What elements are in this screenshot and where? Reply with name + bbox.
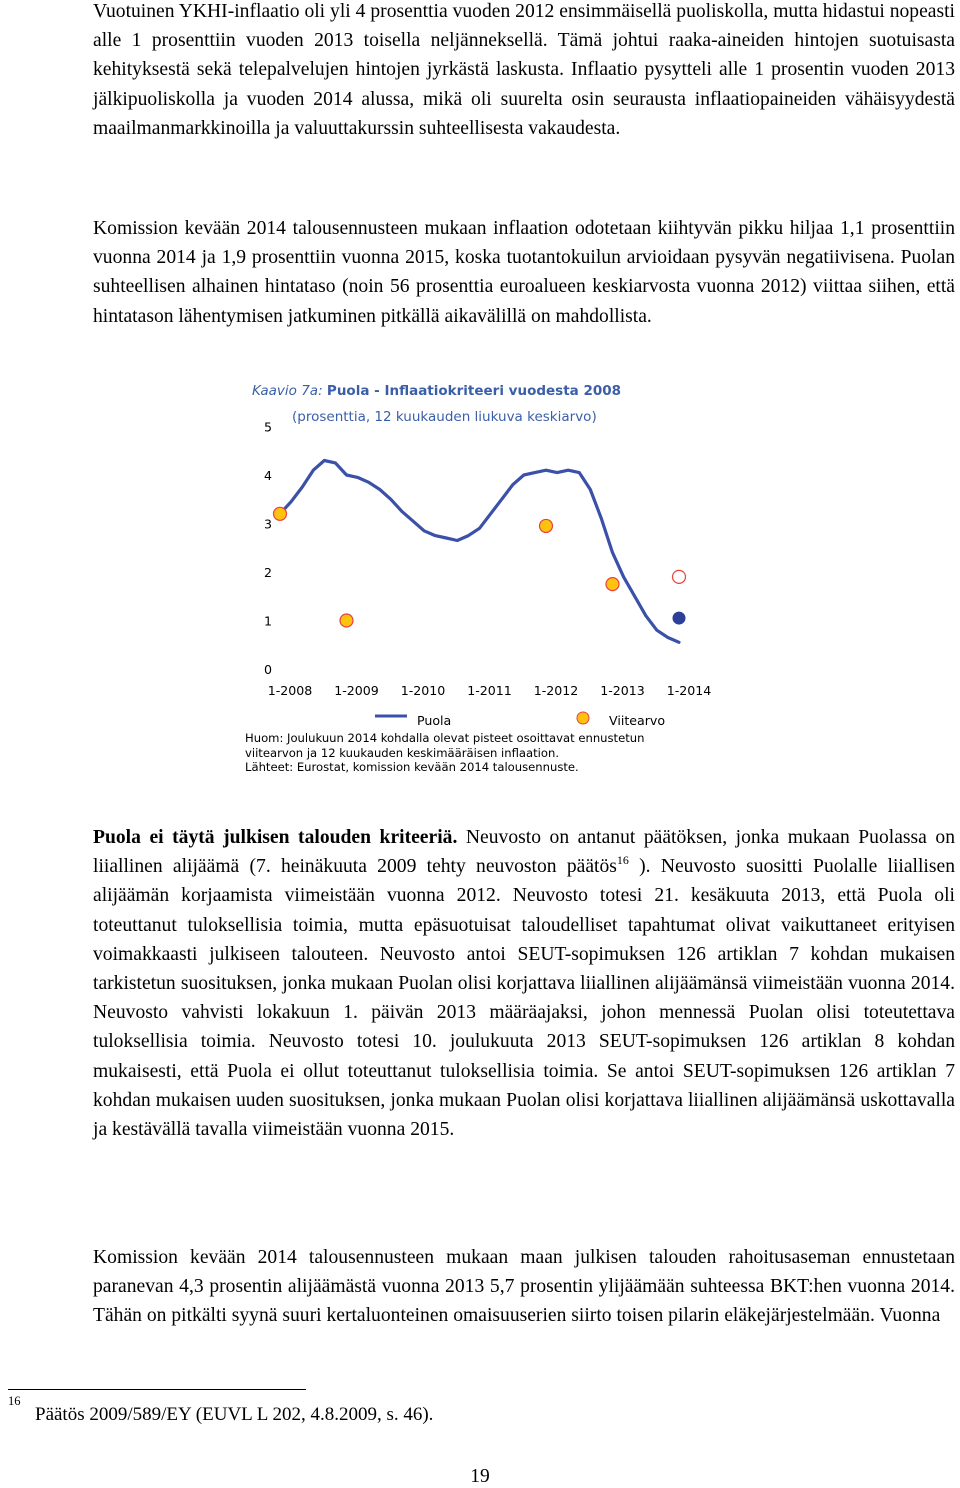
series-line-puola	[280, 461, 679, 643]
footnote-number: 16	[8, 1394, 21, 1408]
section-heading: Puola ei täytä julkisen talouden kriteeriä.	[93, 827, 458, 848]
chart-title-text: Puola - Inflaatiokriteeri vuodesta 2008	[326, 383, 622, 399]
x-tick-label: 1-2013	[600, 683, 645, 698]
legend-marker-viitearvo	[577, 712, 589, 724]
x-tick-label: 1-2009	[334, 683, 379, 698]
paragraph-budget-forecast: Komission kevään 2014 talousennusteen mukaan maan julkisen talouden rahoitusaseman ennustetaan paranevan 4,3 prosentin alijäämästä vuonna 2013 5,7 prosentin ylijäämään suhteessa BKT:hen vuonna 2014. Tähän on pitkälti syynä suuri kertaluonteinen omaisuuserien siirto toisen pilarin eläkejärjestelmään. Vuonna	[93, 1247, 955, 1327]
paragraph-inflation: Vuotuinen YKHI-inflaatio oli yli 4 prosenttia vuoden 2012 ensimmäisellä puoliskolla, mutta hidastui nopeasti alle 1 prosenttiin vuoden 2013 toisella neljänneksellä. Tämä johtui raaka-aineiden hintojen suotuisasta kehityksestä sekä telepalvelujen hintojen jyrkästä laskusta. Inflaatio pysytteli alle 1 prosentin vuoden 2013 jälkipuoliskolla ja vuoden 2014 alussa, mikä oli suurelta osin seurausta inflaatiopaineiden vähäisyydestä maailmanmarkkinoilla ja valuuttakurssin suhteellisesta vakaudesta.	[93, 1, 955, 139]
y-tick-label: 1	[263, 613, 272, 629]
reference-forecast-point	[673, 570, 686, 583]
inflation-chart	[242, 372, 742, 782]
reference-value-point	[606, 578, 619, 591]
chart-title-prefix: Kaavio 7a:	[252, 383, 327, 399]
footnote-ref[interactable]: 16	[616, 853, 629, 868]
y-tick-label: 3	[263, 516, 272, 532]
footnote-divider	[8, 1389, 306, 1390]
plot-area	[274, 461, 686, 643]
y-tick-label: 2	[263, 565, 272, 580]
y-tick-label: 4	[263, 468, 272, 483]
reference-value-point	[340, 614, 353, 627]
x-tick-label: 1-2010	[400, 683, 446, 698]
reference-value-point	[540, 519, 553, 532]
legend-label-viitearvo: Viitearvo	[609, 713, 666, 728]
chart-subtitle: (prosenttia, 12 kuukauden liukuva keskiarvo)	[292, 409, 597, 425]
inflation-forecast-point	[673, 612, 686, 625]
legend	[375, 712, 665, 728]
y-axis	[264, 420, 272, 678]
x-axis	[268, 683, 712, 698]
paragraph-forecast: Komission kevään 2014 talousennusteen mukaan inflaation odotetaan kiihtyvän pikku hiljaa 1,1 prosenttiin vuonna 2014 ja 1,9 prosenttiin vuonna 2015, koska tuotantokuilun arvioidaan pysyvän negatiivisena. Puolan suhteellisen alhainen hintataso (noin 56 prosenttia euroalueen keskiarvosta vuonna 2012) viittaa siihen, että hintatason lähentymisen jatkuminen pitkällä aikavälillä on mahdollista.	[93, 218, 955, 327]
y-tick-label: 5	[263, 419, 272, 435]
legend-label-puola: Puola	[417, 713, 452, 728]
x-tick-label: 1-2014	[666, 683, 712, 698]
chart-title	[252, 383, 621, 399]
x-tick-label: 1-2008	[267, 683, 313, 698]
y-tick-label: 0	[263, 662, 272, 677]
footnote-text: Päätös 2009/589/EY (EUVL L 202, 4.8.2009, s. 46).	[35, 1404, 434, 1425]
chart-figure	[242, 372, 742, 782]
chart-note-line-1: Huom: Joulukuun 2014 kohdalla olevat pisteet osoittavat ennustetun	[245, 731, 645, 745]
chart-source: Lähteet: Eurostat, komission kevään 2014 talousennuste.	[245, 760, 579, 774]
page-number: 19	[470, 1466, 490, 1487]
chart-note-line-2: viitearvon ja 12 kuukauden keskimääräisen inflaation.	[245, 746, 560, 760]
paragraph-fiscal-criterion	[93, 823, 955, 1144]
x-tick-label: 1-2011	[467, 683, 512, 698]
paragraph-text: Neuvosto on antanut päätöksen, jonka mukaan Puolassa on liiallinen alijäämä (7. heinäkuuta 2009 tehty neuvoston päätös	[93, 827, 955, 878]
paragraph-text: ). Neuvosto suositti Puolalle liiallisen alijäämän korjaamista viimeistään vuonna 2012. Neuvosto totesi 21. kesäkuuta 2013, että Puola oli toteuttanut tuloksellisia toimia, mutta epäsuotuisat taloudelliset tapahtumat olivat vaikuttaneet erityisen voimakkaasti julkiseen talouteen. Neuvosto antoi SEUT-sopimuksen 126 artiklan 7 kohdan mukaisen tarkistetun suosituksen, jonka mukaan Puolan olisi korjattava liiallinen alijäämänsä viimeistään vuonna 2014. Neuvosto vahvisti lokakuun 1. päivän 2013 määräajaksi, johon mennessä Puolan olisi toteutettava tuloksellisia toimia. Neuvosto totesi 10. joulukuuta 2013 SEUT-sopimuksen 126 artiklan 8 kohdan mukaisesti, että Puola ei ollut toteuttanut tuloksellisia toimia. Se antoi SEUT-sopimuksen 126 artiklan 7 kohdan mukaisen uuden suosituksen, jonka mukaan Puolan olisi korjattava liiallinen alijäämänsä uskottavalla ja kestävällä tavalla viimeistään vuonna 2015.	[93, 856, 955, 1141]
x-tick-label: 1-2012	[533, 683, 579, 698]
reference-value-point	[274, 507, 287, 520]
